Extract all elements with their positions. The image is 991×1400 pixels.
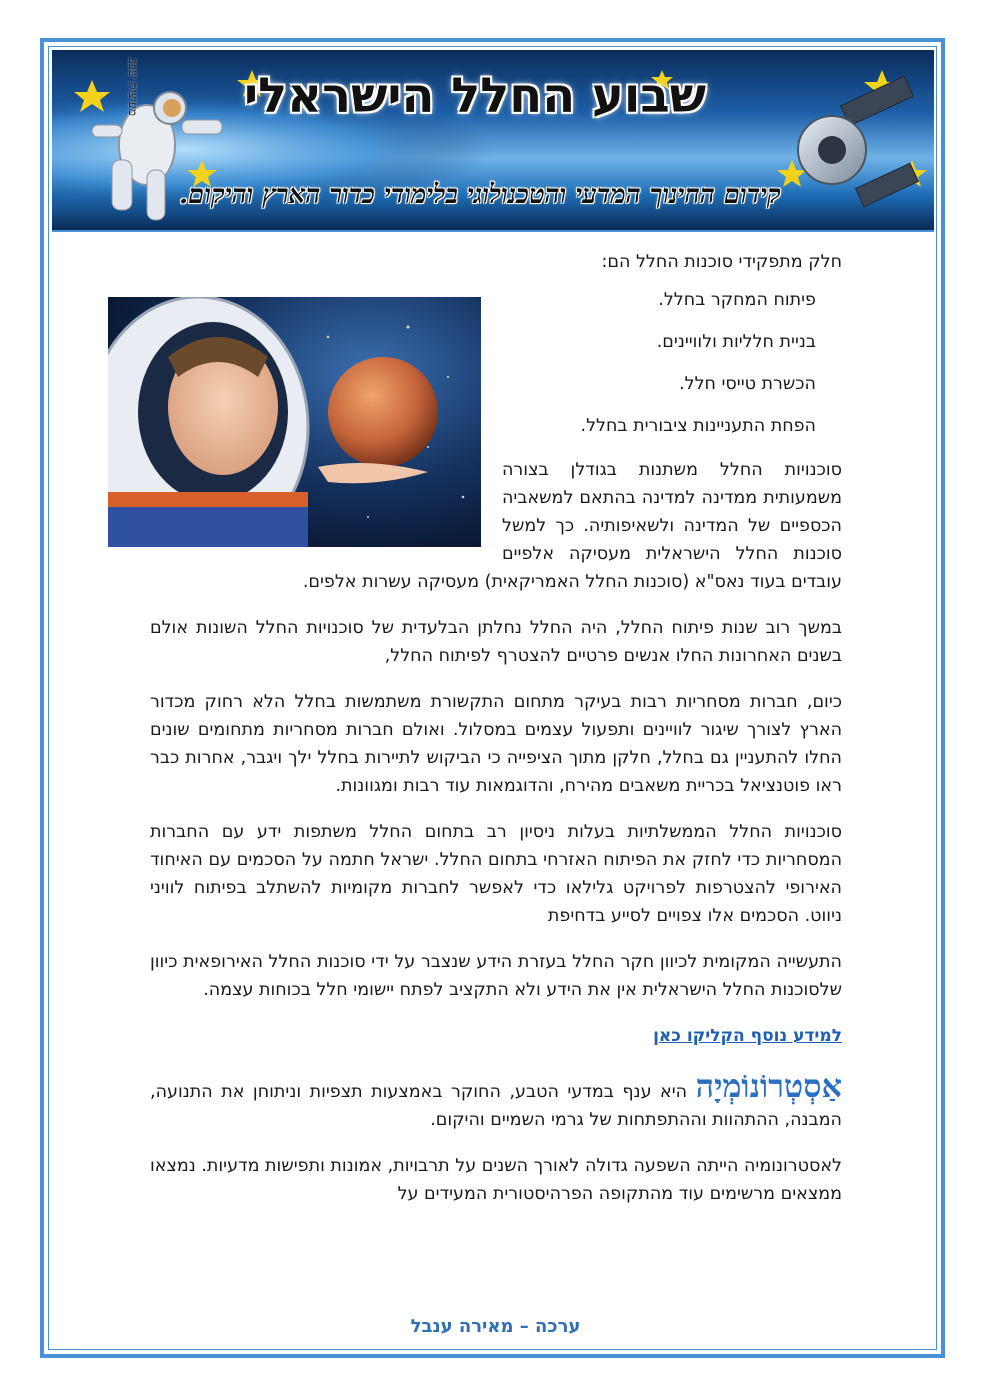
paragraph-cooperation: סוכנויות החלל הממשלתיות בעלות ניסיון רב בתחום החלל משתפות ידע עם החברות המסחריות כדי לחזק את הפיתוח האזרחי בתחום החלל. ישראל חתמה על הסכמים עם האיחוד האירופי להצטרפות לפרויקט גלילאו כדי לאפשר לחברות מקומיות להשתלב בפיתוח לוויני ניווט. הסכמים אלו צפויים לסייע בדחיפת xyxy=(150,822,842,926)
list-item: פיתוח המחקר בחלל. xyxy=(658,290,816,310)
more-info-link[interactable]: למידע נוסף הקליקו כאן xyxy=(653,1026,842,1046)
astronomy-definition-text: היא ענף במדעי הטבע, החוקר באמצעות תצפיות וניתוחן את התנועה, המבנה, ההתהוות וההתפתחות של גרמי השמיים והיקום. xyxy=(150,1082,842,1130)
list-item: הפחת התעניינות ציבורית בחלל. xyxy=(580,416,816,436)
list-item: בניית חלליות ולוויינים. xyxy=(656,332,816,352)
editor-credit: ערכה – מאירה ענבל xyxy=(410,1316,581,1337)
photo-spacer xyxy=(150,248,502,548)
paragraph-commercial: כיום, חברות מסחריות רבות בעיקר מתחום התקשורת משתמשות בחלל הלא רחוק מכדור הארץ לצורך שיגור לוויינים ותפעול עצמים במסלול. ואולם חברות מסחריות מתחומים שונים החלו להתעניין גם בחלל, חלקן מתוך הציפייה כי הביקוש לתיירות בחלל ילך ויגבר, אחרות כבר ראו פוטנציאל בכריית משאבים מהירח, והדוגמאות עוד רבות ומגוונות. xyxy=(150,692,842,796)
astronomy-term: אַסְטְרוֹנוֹמְיָה xyxy=(695,1067,842,1105)
astronomy-definition xyxy=(150,1067,842,1134)
list-item: הכשרת טייסי חלל. xyxy=(679,374,816,394)
paragraph-agencies-size: סוכנויות החלל משתנות בגודלן בצורה משמעותית ממדינה למדינה בהתאם למשאביה הכספיים של המדינה ולשאיפותיה. כך למשל סוכנות החלל הישראלית מעסיקה אלפיים עובדים בעוד נאס"א (סוכנות החלל האמריקאית) מעסיקה עשרות אלפים. xyxy=(302,460,842,592)
paragraph-industry: התעשייה המקומית לכיוון חקר החלל בעזרת הידע שנצבר על ידי סוכנות החלל האירופאית כיוון שלסוכנות החלל הישראלית אין את הידע ולא התקציב לפתח יישומי חלל בכוחות עצמה. xyxy=(150,952,842,1000)
banner-subtitle: קידום החינוך המדעי והטכנולוגי בלימודי כדור הארץ והיקום. xyxy=(179,180,781,210)
main-article xyxy=(150,248,842,1226)
banner-title: שבוע החלל הישראלי xyxy=(243,68,707,124)
paragraph-private-space: במשך רוב שנות פיתוח החלל, היה החלל נחלתן הבלעדית של סוכנויות החלל השונות אולם בשנים האחרונות החלו אנשים פרטיים להצטרף לפיתוח החלל, xyxy=(150,618,842,666)
astronomy-paragraph: לאסטרונומיה הייתה השפעה גדולה לאורך השנים על תרבויות, אמונות ותפישות מדעיות. נמצאו ממצאים מרשימים עוד מהתקופה הפרהיסטורית המעידים על xyxy=(150,1156,842,1204)
roles-intro: חלק מתפקידי סוכנות החלל הם: xyxy=(601,252,842,272)
banner-signature: מעיצות שכב xyxy=(126,58,140,116)
